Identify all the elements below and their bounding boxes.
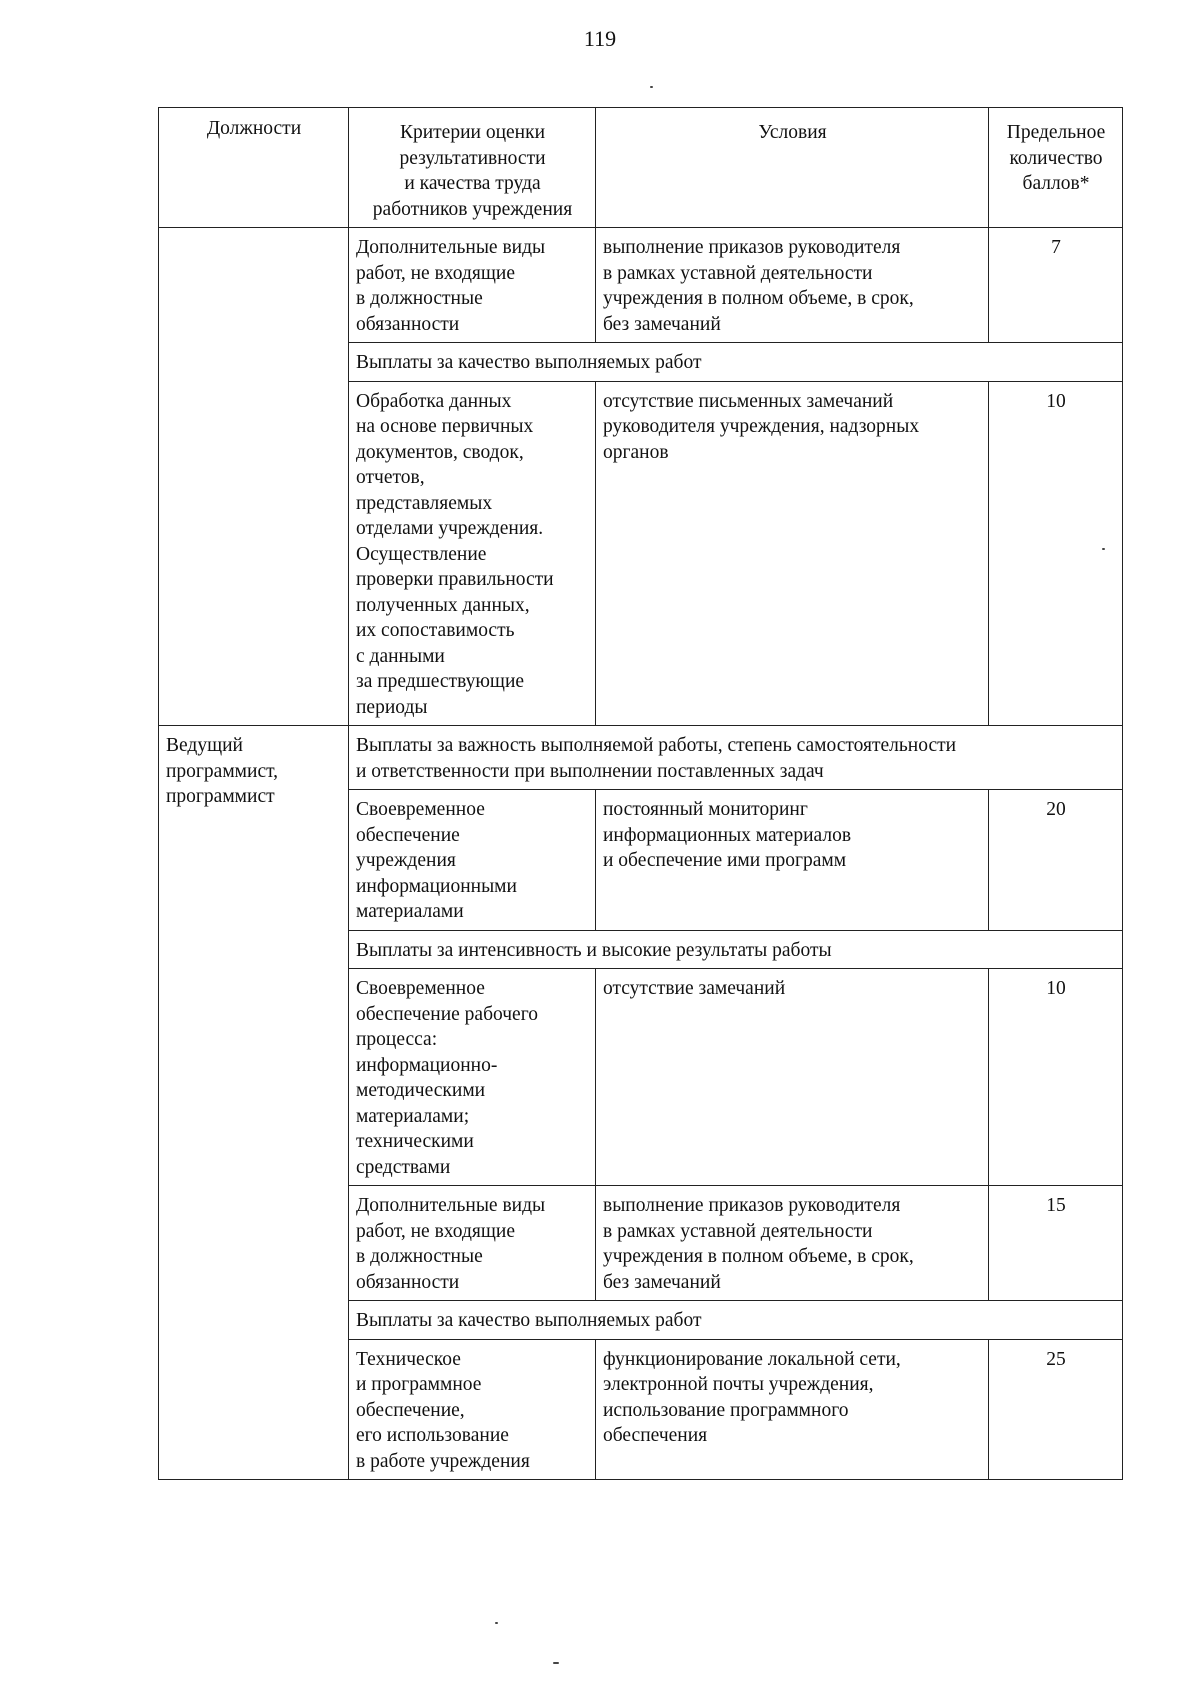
points-cell: 25 xyxy=(989,1339,1123,1480)
table-header-row xyxy=(159,108,1123,228)
criteria-cell: Техническое и программное обеспечение, его использование в работе учреждения xyxy=(349,1339,596,1480)
conditions-cell: отсутствие письменных замечаний руководителя учреждения, надзорных органов xyxy=(596,381,989,726)
header-max-points: Предельное количество баллов* xyxy=(989,108,1123,228)
conditions-cell: постоянный мониторинг информационных материалов и обеспечение ими программ xyxy=(596,790,989,931)
section-heading: Выплаты за качество выполняемых работ xyxy=(349,343,1123,382)
scan-speck xyxy=(650,86,653,88)
points-cell: 20 xyxy=(989,790,1123,931)
criteria-cell: Своевременное обеспечение учреждения информационными материалами xyxy=(349,790,596,931)
conditions-cell: отсутствие замечаний xyxy=(596,969,989,1186)
scan-speck xyxy=(1102,548,1105,550)
conditions-cell: выполнение приказов руководителя в рамках уставной деятельности учреждения в полном объеме, в срок, без замечаний xyxy=(596,1186,989,1301)
points-cell: 10 xyxy=(989,381,1123,726)
points-cell: 7 xyxy=(989,228,1123,343)
scan-speck xyxy=(553,1662,559,1664)
conditions-cell: функционирование локальной сети, электронной почты учреждения, использование программного обеспечения xyxy=(596,1339,989,1480)
criteria-cell: Своевременное обеспечение рабочего процесса: информационно- методическими материалами; техническими средствами xyxy=(349,969,596,1186)
table-row xyxy=(159,228,1123,343)
section-row xyxy=(159,726,1123,790)
criteria-table xyxy=(158,107,1123,1480)
position-cell-empty xyxy=(159,228,349,726)
page-number: 119 xyxy=(583,26,617,51)
conditions-cell: выполнение приказов руководителя в рамках уставной деятельности учреждения в полном объеме, в срок, без замечаний xyxy=(596,228,989,343)
header-criteria: Критерии оценки результативности и качества труда работников учреждения xyxy=(349,108,596,228)
criteria-cell: Дополнительные виды работ, не входящие в должностные обязанности xyxy=(349,1186,596,1301)
criteria-cell: Дополнительные виды работ, не входящие в должностные обязанности xyxy=(349,228,596,343)
header-position: Должности xyxy=(159,108,349,228)
scan-speck xyxy=(495,1622,498,1624)
section-heading: Выплаты за интенсивность и высокие результаты работы xyxy=(349,930,1123,969)
criteria-cell: Обработка данных на основе первичных документов, сводок, отчетов, представляемых отделами учреждения. Осуществление проверки правильности полученных данных, их сопоставимость с данными за предшествующие периоды xyxy=(349,381,596,726)
section-heading: Выплаты за важность выполняемой работы, степень самостоятельности и ответственности при выполнении поставленных задач xyxy=(349,726,1123,790)
section-heading: Выплаты за качество выполняемых работ xyxy=(349,1301,1123,1340)
points-cell: 15 xyxy=(989,1186,1123,1301)
position-cell: Ведущий программист, программист xyxy=(159,726,349,1480)
header-conditions: Условия xyxy=(596,108,989,228)
points-cell: 10 xyxy=(989,969,1123,1186)
